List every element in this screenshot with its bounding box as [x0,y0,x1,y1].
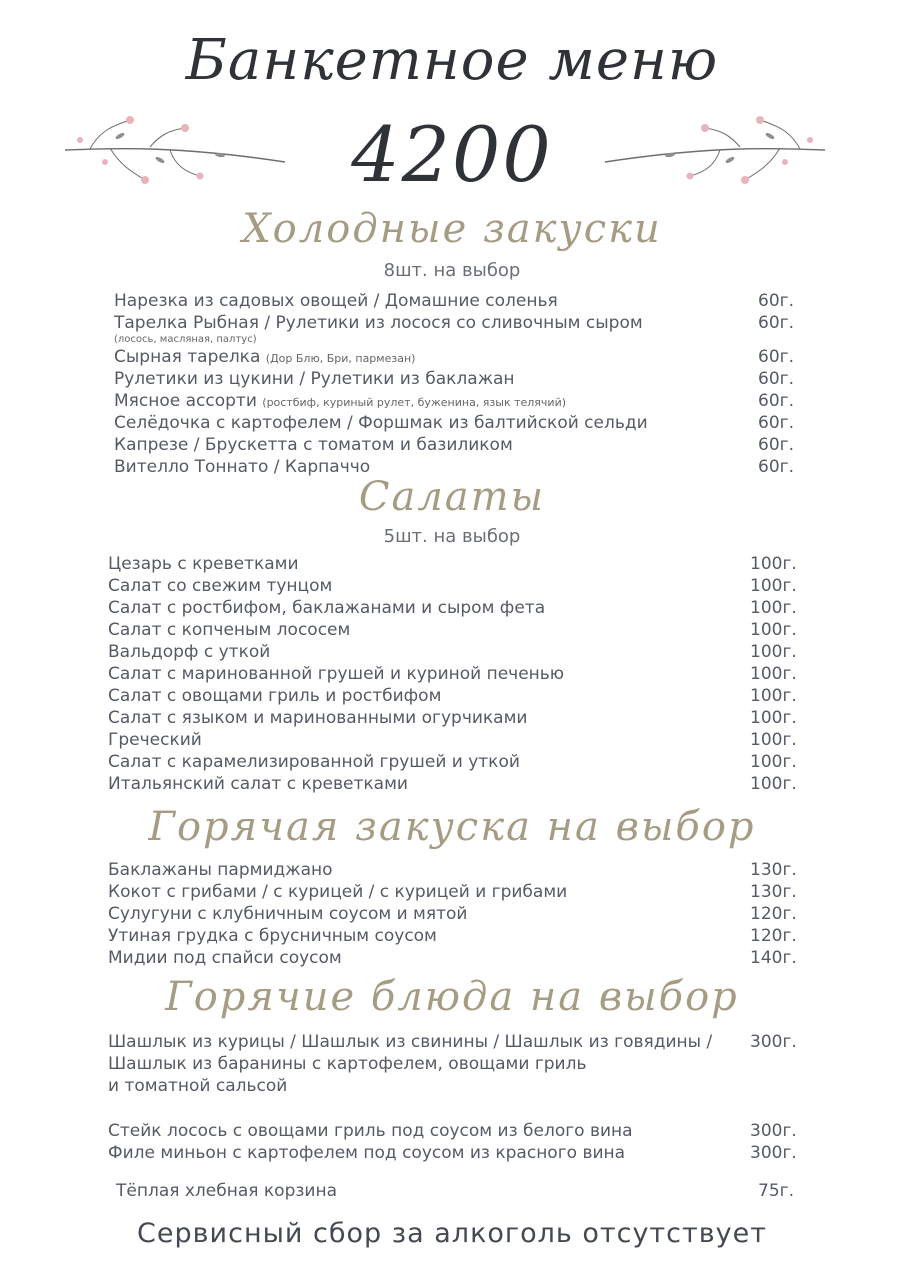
list-item [108,685,798,707]
list-item [108,575,798,597]
item-name: Вителло Тоннато / Карпаччо [114,457,371,477]
hot-snack-list [108,859,798,969]
item-name: Шашлык из курицы / Шашлык из свинины / Шашлык из говядины / [108,1032,713,1052]
list-item [108,729,798,751]
list-item [108,1142,798,1164]
item-name: Баклажаны пармиджано [108,860,333,880]
list-item [108,751,798,773]
item-weight: 60г. [758,347,794,367]
section-title-hot-snack: Горячая закуска на выбор [148,804,756,850]
item-weight: 100г. [750,752,797,772]
item-name: Вальдорф с уткой [108,642,271,662]
list-item-continued [108,1053,798,1075]
item-weight: 60г. [758,313,794,333]
item-name: Утиная грудка с брусничным соусом [108,926,437,946]
item-name: Салат с овощами гриль и ростбифом [108,686,442,706]
item-weight: 140г. [750,948,797,968]
list-item [108,1031,798,1053]
item-name: Стейк лосось с овощами гриль под соусом из белого вина [108,1121,633,1141]
item-name: Салат со свежим тунцом [108,576,333,596]
item-name: Тарелка Рыбная / Рулетики из лосося со сливочным сыром [114,313,643,333]
item-weight: 300г. [750,1143,797,1163]
list-item [108,707,798,729]
item-weight: 60г. [758,457,794,477]
item-weight: 300г. [750,1121,797,1141]
list-item-note [114,334,794,346]
list-item [108,947,798,969]
hot-dishes-list-2 [108,1120,798,1164]
list-item [114,434,794,456]
bread-basket [116,1180,796,1202]
menu-title: Банкетное меню [185,28,719,93]
list-item [108,663,798,685]
item-weight: 100г. [750,664,797,684]
item-name: Салат с языком и маринованными огурчиками [108,708,528,728]
item-name: Салат с карамелизированной грушей и уткой [108,752,520,772]
item-name: Греческий [108,730,202,750]
list-item [114,290,794,312]
list-item [108,881,798,903]
item-name: Рулетики из цукини / Рулетики из баклажан [114,369,515,389]
item-name: Салат с маринованной грушей и куриной печенью [108,664,565,684]
item-name: Филе миньон с картофелем под соусом из красного вина [108,1143,626,1163]
list-item [114,346,794,368]
service-fee-note: Сервисный сбор за алкоголь отсутствует [137,1218,767,1249]
item-weight: 120г. [750,926,797,946]
section-subtitle-salads: 5шт. на выбор [383,526,521,547]
item-weight: 100г. [750,576,797,596]
list-item [108,1120,798,1142]
item-name: Кокот с грибами / с курицей / с курицей и грибами [108,882,568,902]
item-weight: 100г. [750,598,797,618]
list-item [114,312,794,334]
section-title-hot-dishes: Горячие блюда на выбор [165,974,739,1020]
item-weight: 100г. [750,774,797,794]
item-name: Итальянский салат с креветками [108,774,408,794]
list-item [108,773,798,795]
item-weight: 100г. [750,708,797,728]
item-name: Нарезка из садовых овощей / Домашние соленья [114,291,558,311]
item-name: Мясное ассорти (ростбиф, куриный рулет, буженина, язык телячий) [114,391,567,411]
list-item [108,859,798,881]
item-note: (лосось, масляная, палтус) [114,334,257,345]
item-weight: 60г. [758,413,794,433]
item-weight: 300г. [750,1032,797,1052]
list-item [116,1180,796,1202]
item-weight: 75г. [758,1181,794,1201]
item-name: Мидии под спайси соусом [108,948,342,968]
item-weight: 100г. [750,642,797,662]
item-weight: 100г. [750,730,797,750]
cold-items-list [114,290,794,478]
item-weight: 120г. [750,904,797,924]
section-title-cold: Холодные закуски [242,206,662,252]
list-item [108,641,798,663]
item-name: Салат с копченым лососем [108,620,351,640]
item-weight: 130г. [750,882,797,902]
hot-dishes-list [108,1031,798,1097]
list-item [114,390,794,412]
item-weight: 100г. [750,620,797,640]
item-name: Сырная тарелка (Дор Блю, Бри, пармезан) [114,347,416,367]
item-weight: 100г. [750,686,797,706]
item-weight: 60г. [758,369,794,389]
list-item [108,903,798,925]
list-item [108,925,798,947]
item-weight: 60г. [758,291,794,311]
menu-price: 4200 [351,110,553,199]
item-name: Капрезе / Брускетта с томатом и базиликом [114,435,513,455]
item-name: Цезарь с креветками [108,554,299,574]
item-weight: 130г. [750,860,797,880]
item-weight: 100г. [750,554,797,574]
list-item-continued [108,1075,798,1097]
item-weight: 60г. [758,391,794,411]
item-name: Тёплая хлебная корзина [116,1181,337,1201]
section-subtitle-cold: 8шт. на выбор [383,260,521,281]
salads-list [108,553,798,795]
item-weight: 60г. [758,435,794,455]
list-item [114,412,794,434]
item-name: Шашлык из баранины с картофелем, овощами гриль [108,1054,587,1074]
section-title-salads: Салаты [358,474,546,520]
list-item [108,597,798,619]
item-name: Салат с ростбифом, баклажанами и сыром фета [108,598,546,618]
list-item [114,368,794,390]
item-name: Селёдочка с картофелем / Форшмак из балтийской сельди [114,413,648,433]
item-name: и томатной сальсой [108,1076,288,1096]
list-item [108,619,798,641]
item-name: Сулугуни с клубничным соусом и мятой [108,904,468,924]
list-item [108,553,798,575]
